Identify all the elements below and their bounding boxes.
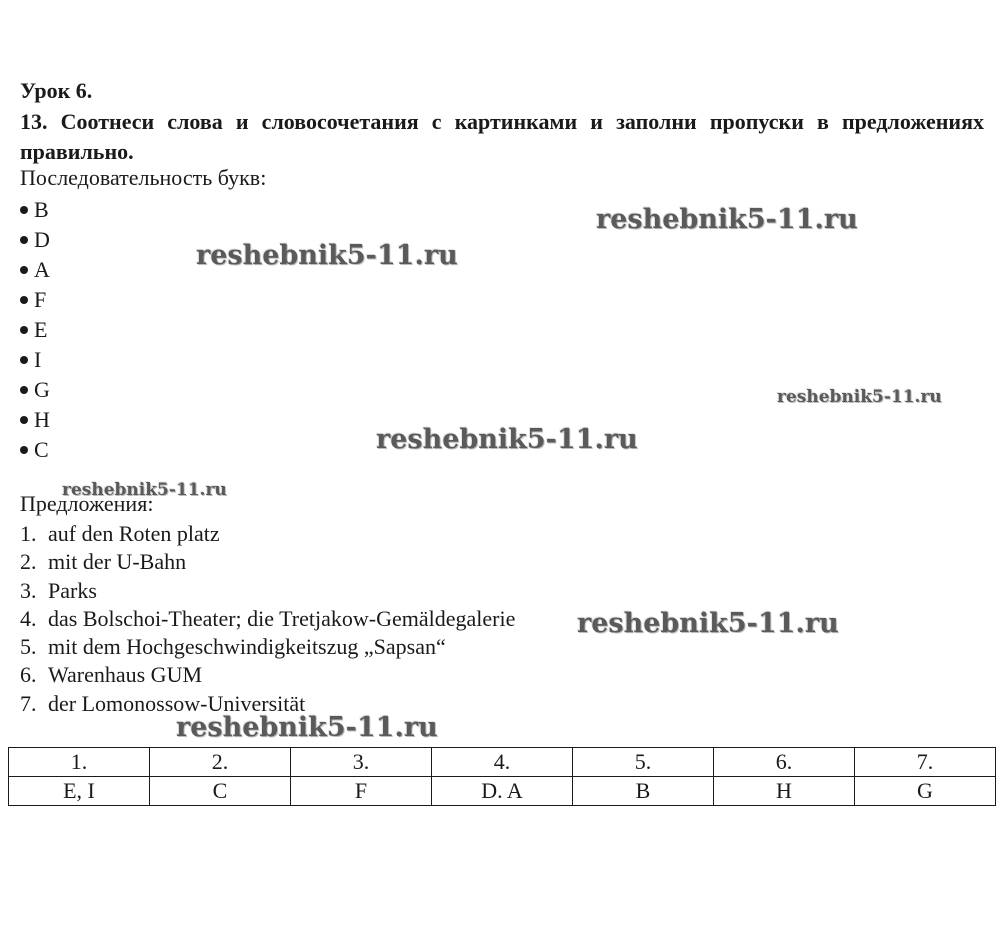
header-cell: 7. — [855, 748, 996, 777]
sequence-item: I — [20, 345, 50, 375]
watermark-text: reshebnik5-11.ru — [62, 480, 227, 500]
bullet-icon — [20, 386, 28, 394]
sentence-item: 6. Warenhaus GUM — [20, 662, 203, 688]
answer-cell: G — [855, 777, 996, 806]
bullet-icon — [20, 416, 28, 424]
watermark-text: reshebnik5-11.ru — [196, 240, 458, 271]
sentences-label: Предложения: — [20, 491, 154, 516]
lesson-title: Урок 6. — [20, 78, 93, 103]
header-cell: 2. — [150, 748, 291, 777]
answer-cell: B — [573, 777, 714, 806]
header-cell: 6. — [714, 748, 855, 777]
bullet-icon — [20, 326, 28, 334]
sentences-list — [20, 520, 515, 718]
sequence-item: H — [20, 405, 50, 435]
sequence-item: D — [20, 225, 50, 255]
watermark-text: reshebnik5-11.ru — [376, 424, 638, 455]
bullet-icon — [20, 356, 28, 364]
answer-table-answer-row — [9, 777, 996, 806]
answer-cell: D. A — [432, 777, 573, 806]
sequence-item: B — [20, 195, 50, 225]
task-text: 13. Соотнеси слова и словосочетания с картинками и заполни пропуски в предложениях правильно. — [20, 109, 984, 164]
sentence-item: 3. Parks — [20, 577, 97, 603]
sentence-item: 1. auf den Roten platz — [20, 521, 220, 546]
header-cell: 3. — [291, 748, 432, 777]
sequence-item: F — [20, 285, 50, 315]
watermark-text: reshebnik5-11.ru — [176, 712, 438, 743]
answer-table — [8, 747, 996, 806]
answer-cell: H — [714, 777, 855, 806]
watermark-text: reshebnik5-11.ru — [596, 204, 858, 235]
answer-cell: C — [150, 777, 291, 806]
watermark-text: reshebnik5-11.ru — [577, 608, 839, 639]
header-cell: 1. — [9, 748, 150, 777]
bullet-icon — [20, 206, 28, 214]
sentence-item: 4. das Bolschoi-Theater; die Tretjakow-Gemäldegalerie — [20, 605, 516, 631]
letter-sequence-list — [20, 195, 50, 465]
sequence-item: G — [20, 375, 50, 405]
bullet-icon — [20, 236, 28, 244]
bullet-icon — [20, 296, 28, 304]
answer-table-header-row — [9, 748, 996, 777]
sentence-item: 2. mit der U-Bahn — [20, 549, 187, 575]
sequence-item: A — [20, 255, 50, 285]
sequence-item: C — [20, 435, 50, 465]
sequence-item: E — [20, 315, 50, 345]
watermark-text: reshebnik5-11.ru — [777, 387, 942, 407]
bullet-icon — [20, 446, 28, 454]
header-cell: 4. — [432, 748, 573, 777]
sequence-label: Последовательность букв: — [20, 165, 267, 190]
sentence-item: 7. der Lomonossow-Universität — [20, 690, 306, 716]
sentence-item: 5. mit dem Hochgeschwindigkeitszug „Sapsan“ — [20, 634, 446, 660]
bullet-icon — [20, 266, 28, 274]
header-cell: 5. — [573, 748, 714, 777]
answer-cell: F — [291, 777, 432, 806]
answer-cell: E, I — [9, 777, 150, 806]
